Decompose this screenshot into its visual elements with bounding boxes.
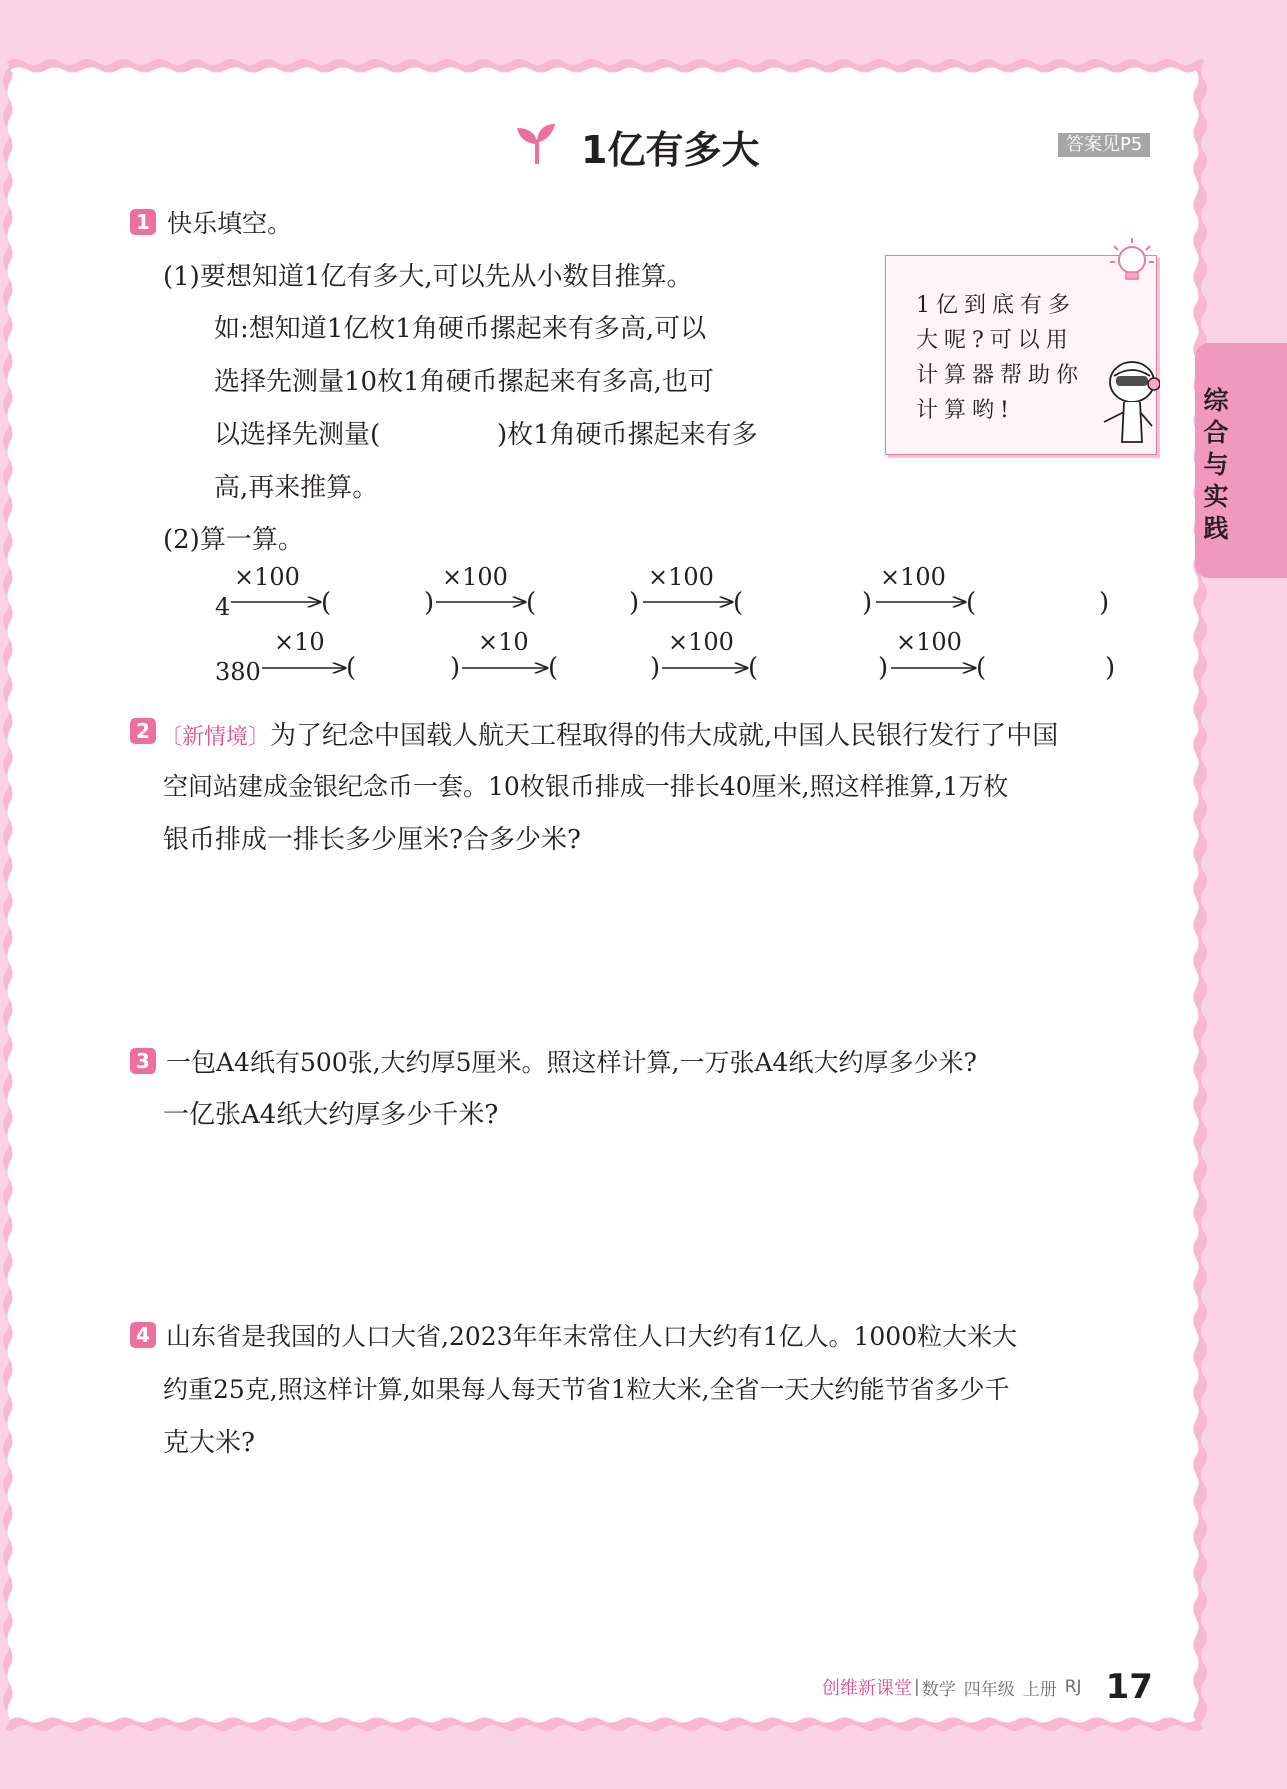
q1-part1-line1: (1)要想知道1亿有多大,可以先从小数目推算。 [163, 262, 693, 292]
question-3-line-1: 一包A4纸有500张,大约厚5厘米。照这样计算,一万张A4纸大约厚多少米? [166, 1048, 977, 1077]
chain-2-blank-4[interactable] [991, 653, 1105, 683]
footer-volume: 上册 [1022, 1679, 1057, 1700]
chain-2-blank-2[interactable] [563, 653, 650, 683]
chain-2-blank-1[interactable] [361, 653, 450, 683]
section-side-tab-label: 综合与实践 [1203, 386, 1229, 543]
page-number: 17 [1105, 1667, 1153, 1707]
chain-1-blank-2[interactable] [541, 588, 629, 618]
q1-part1-line2: 如:想知道1亿枚1角硬币摞起来有多高,可以 [214, 314, 707, 344]
question-4-line-3: 克大米? [163, 1428, 255, 1458]
chain-2-op-1: ×10 [274, 628, 325, 656]
lightbulb-icon [1108, 236, 1156, 296]
chain-2-op-2: ×10 [478, 628, 529, 656]
q1-part1-line5: 高,再来推算。 [214, 473, 379, 503]
page-footer [822, 1667, 1153, 1707]
question-1-title: 快乐填空。 [167, 209, 293, 238]
footer-subject: 数学 [921, 1679, 956, 1700]
chain-1-blank-3[interactable] [748, 588, 862, 618]
question-2-answer-area[interactable] [163, 880, 1163, 1030]
chain-1-blank-4[interactable] [981, 588, 1099, 618]
paren-close: ) [650, 653, 661, 683]
chain-2-op-4: ×100 [896, 628, 962, 656]
q2-text: 为了纪念中国载人航天工程取得的伟大成就,中国人民银行发行了中国 [270, 721, 1059, 751]
question-3-line-2: 一亿张A4纸大约厚多少千米? [163, 1100, 499, 1130]
robot-mascot-icon [1098, 356, 1160, 456]
paren-open: ( [733, 588, 744, 618]
question-4-answer-area[interactable] [163, 1480, 1163, 1660]
paren-close: ) [1105, 653, 1116, 683]
footer-brand: 创维新课堂 [822, 1678, 912, 1699]
footer-edition: RJ [1064, 1677, 1082, 1697]
paren-open: ( [321, 588, 332, 618]
question-4-number [130, 1322, 156, 1348]
question-2-line-2: 空间站建成金银纪念币一套。10枚银币排成一排长40厘米,照这样推算,1万枚 [163, 772, 1009, 801]
q1-part1-line3: 选择先测量10枚1角硬币摞起来有多高,也可 [214, 367, 714, 397]
hint-bubble [885, 255, 1157, 455]
question-2-line-1 [160, 720, 1058, 751]
paren-close: ) [629, 588, 640, 618]
paren-open: ( [346, 653, 357, 683]
question-number-badge: 2 [130, 718, 156, 744]
chain-2-op-3: ×100 [668, 628, 734, 656]
chain-1-op-4: ×100 [880, 563, 946, 591]
q1-part2-label: (2)算一算。 [163, 525, 304, 555]
paren-close: ) [424, 588, 435, 618]
q1-part1-line4-end: )枚1角硬币摞起来有多 [497, 420, 758, 450]
question-3-number [130, 1048, 156, 1074]
question-number-badge: 1 [130, 209, 156, 235]
q1-part1-line4-start: 以选择先测量( [214, 420, 381, 450]
paren-close: ) [450, 653, 461, 683]
question-4-line-2: 约重25克,照这样计算,如果每人每天节省1粒大米,全省一天大约能节省多少千 [163, 1375, 1010, 1404]
question-2-number [130, 718, 156, 744]
question-2-line-3: 银币排成一排长多少厘米?合多少米? [163, 825, 581, 855]
paren-open: ( [748, 653, 759, 683]
chain-2-start: 380 [215, 658, 261, 686]
page-title: 1亿有多大 [581, 127, 760, 172]
chain-1-start: 4 [215, 593, 231, 621]
chain-2-blank-3[interactable] [763, 653, 878, 683]
question-number-badge: 4 [130, 1322, 156, 1348]
question-number-badge: 3 [130, 1048, 156, 1074]
chain-1-op-2: ×100 [442, 563, 508, 591]
new-context-tag: 〔新情境〕 [160, 725, 271, 750]
chain-1-op-1: ×100 [234, 563, 300, 591]
chain-1-op-3: ×100 [648, 563, 714, 591]
question-4-line-1: 山东省是我国的人口大省,2023年年末常住人口大约有1亿人。1000粒大米大 [166, 1322, 1018, 1351]
paren-close: ) [878, 653, 889, 683]
paren-open: ( [976, 653, 987, 683]
paren-open: ( [526, 588, 537, 618]
paren-close: ) [862, 588, 873, 618]
paren-close: ) [1099, 588, 1110, 618]
footer-separator: | [914, 1677, 920, 1697]
paren-open: ( [966, 588, 977, 618]
answer-reference-badge: 答案见P5 [1058, 133, 1150, 157]
chain-1-blank-1[interactable] [336, 588, 424, 618]
paren-open: ( [548, 653, 559, 683]
footer-grade: 四年级 [963, 1679, 1015, 1700]
question-3-answer-area[interactable] [163, 1155, 1163, 1295]
hint-bubble-text: 1亿到底有多大呢?可以用计算器帮助你计算哟! [916, 293, 1085, 423]
